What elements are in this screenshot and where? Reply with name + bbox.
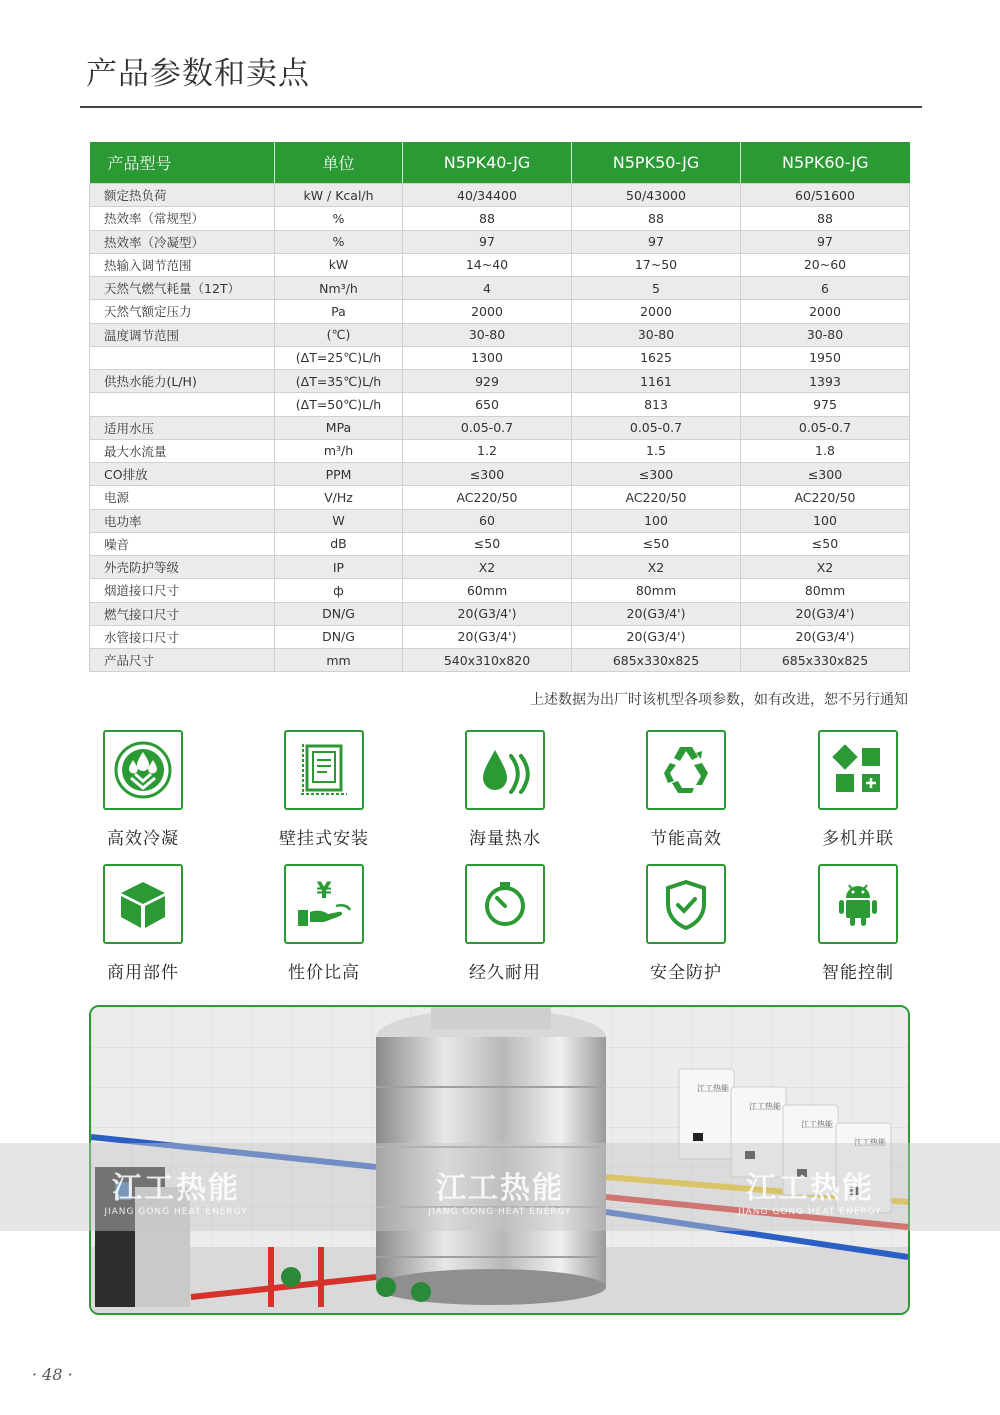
row-value: 20(G3/4') bbox=[403, 602, 572, 625]
blocks-icon bbox=[830, 742, 886, 798]
feature-label: 安全防护 bbox=[650, 963, 722, 983]
timer-icon bbox=[477, 876, 533, 932]
row-value: 97 bbox=[403, 230, 572, 253]
row-value: 2000 bbox=[403, 300, 572, 323]
row-label: 电源 bbox=[90, 486, 275, 509]
row-unit: (ΔT=25℃)L/h bbox=[275, 346, 403, 369]
row-value: X2 bbox=[741, 556, 910, 579]
table-row bbox=[90, 323, 910, 346]
table-row bbox=[90, 184, 910, 207]
row-unit: Nm³/h bbox=[275, 277, 403, 300]
feature-label: 多机并联 bbox=[822, 829, 894, 849]
row-label: 产品尺寸 bbox=[90, 649, 275, 672]
feature-label: 海量热水 bbox=[469, 829, 541, 849]
row-label: 适用水压 bbox=[90, 416, 275, 439]
row-value: 100 bbox=[572, 509, 741, 532]
row-unit: PPM bbox=[275, 463, 403, 486]
feature-wall-mount bbox=[264, 730, 384, 849]
heater-label: 江工热能 bbox=[801, 1120, 833, 1129]
watermark-logo: 江工热能 JIANG GONG HEAT ENERGY bbox=[428, 1171, 572, 1217]
row-value: 685x330x825 bbox=[572, 649, 741, 672]
table-row bbox=[90, 207, 910, 230]
header-model-3: N5PK60-JG bbox=[741, 142, 910, 184]
watermark-logo: 江工热能 JIANG GONG HEAT ENERGY bbox=[738, 1171, 882, 1217]
row-value: 20~60 bbox=[741, 253, 910, 276]
row-label: 热效率（冷凝型） bbox=[90, 230, 275, 253]
row-value: 0.05-0.7 bbox=[403, 416, 572, 439]
row-value: 50/43000 bbox=[572, 184, 741, 207]
feature-label: 性价比高 bbox=[288, 963, 360, 983]
row-value: AC220/50 bbox=[403, 486, 572, 509]
row-label: 天然气额定压力 bbox=[90, 300, 275, 323]
row-value: 30-80 bbox=[572, 323, 741, 346]
row-value: 685x330x825 bbox=[741, 649, 910, 672]
row-value: 1300 bbox=[403, 346, 572, 369]
feature-hot-water bbox=[445, 730, 565, 849]
water-drops-icon bbox=[475, 742, 535, 798]
row-label: 电功率 bbox=[90, 509, 275, 532]
row-value: AC220/50 bbox=[572, 486, 741, 509]
row-value: 813 bbox=[572, 393, 741, 416]
row-value: ≤50 bbox=[403, 532, 572, 555]
table-row bbox=[90, 439, 910, 462]
row-unit: IP bbox=[275, 556, 403, 579]
heater-label: 江工热能 bbox=[854, 1138, 886, 1147]
row-unit: kW / Kcal/h bbox=[275, 184, 403, 207]
row-label bbox=[90, 346, 275, 369]
row-value: 80mm bbox=[572, 579, 741, 602]
row-value: 88 bbox=[403, 207, 572, 230]
header-model-2: N5PK50-JG bbox=[572, 142, 741, 184]
row-value: 1950 bbox=[741, 346, 910, 369]
table-row bbox=[90, 486, 910, 509]
wall-mount-icon bbox=[297, 740, 351, 800]
row-value: 17~50 bbox=[572, 253, 741, 276]
row-label: 热效率（常规型） bbox=[90, 207, 275, 230]
row-value: 97 bbox=[741, 230, 910, 253]
row-value: 30-80 bbox=[403, 323, 572, 346]
footnote: 上述数据为出厂时该机型各项参数，如有改进，恕不另行通知 bbox=[530, 692, 908, 708]
row-label bbox=[90, 393, 275, 416]
row-value: X2 bbox=[403, 556, 572, 579]
feature-value bbox=[264, 864, 384, 983]
table-row bbox=[90, 602, 910, 625]
title-divider bbox=[80, 106, 922, 108]
row-value: 0.05-0.7 bbox=[741, 416, 910, 439]
feature-label: 智能控制 bbox=[822, 963, 894, 983]
row-value: 5 bbox=[572, 277, 741, 300]
row-value: 1.8 bbox=[741, 439, 910, 462]
table-row bbox=[90, 625, 910, 648]
row-value: 14~40 bbox=[403, 253, 572, 276]
row-value: 88 bbox=[572, 207, 741, 230]
table-row bbox=[90, 370, 910, 393]
table-row bbox=[90, 509, 910, 532]
feature-energy-saving bbox=[626, 730, 746, 849]
spec-table bbox=[89, 142, 910, 672]
row-unit: mm bbox=[275, 649, 403, 672]
row-value: 4 bbox=[403, 277, 572, 300]
feature-label: 商用部件 bbox=[107, 963, 179, 983]
table-row bbox=[90, 463, 910, 486]
row-value: X2 bbox=[572, 556, 741, 579]
row-value: 20(G3/4') bbox=[741, 625, 910, 648]
row-value: AC220/50 bbox=[741, 486, 910, 509]
row-value: 20(G3/4') bbox=[572, 602, 741, 625]
heater-label: 江工热能 bbox=[749, 1102, 781, 1111]
feature-condensing bbox=[83, 730, 203, 849]
page-number: · 48 · bbox=[32, 1365, 73, 1384]
row-unit: % bbox=[275, 230, 403, 253]
row-label: 温度调节范围 bbox=[90, 323, 275, 346]
row-label: 外壳防护等级 bbox=[90, 556, 275, 579]
shield-icon bbox=[658, 876, 714, 932]
row-value: 2000 bbox=[741, 300, 910, 323]
row-label: 供热水能力(L/H) bbox=[90, 370, 275, 393]
svg-text:¥: ¥ bbox=[316, 879, 332, 904]
row-value: 1.5 bbox=[572, 439, 741, 462]
row-value: 60mm bbox=[403, 579, 572, 602]
row-label: 烟道接口尺寸 bbox=[90, 579, 275, 602]
feature-label: 经久耐用 bbox=[469, 963, 541, 983]
row-value: 929 bbox=[403, 370, 572, 393]
table-row bbox=[90, 346, 910, 369]
row-value: 60/51600 bbox=[741, 184, 910, 207]
feature-label: 壁挂式安装 bbox=[279, 829, 369, 849]
feature-parallel bbox=[798, 730, 918, 849]
heater-label: 江工热能 bbox=[697, 1084, 729, 1093]
row-value: 1.2 bbox=[403, 439, 572, 462]
row-value: 650 bbox=[403, 393, 572, 416]
row-value: 2000 bbox=[572, 300, 741, 323]
row-value: 20(G3/4') bbox=[403, 625, 572, 648]
feature-durable bbox=[445, 864, 565, 983]
row-label: 热输入调节范围 bbox=[90, 253, 275, 276]
row-value: ≤300 bbox=[741, 463, 910, 486]
row-value: 1393 bbox=[741, 370, 910, 393]
row-value: 80mm bbox=[741, 579, 910, 602]
table-row bbox=[90, 230, 910, 253]
table-row bbox=[90, 579, 910, 602]
row-unit: ф bbox=[275, 579, 403, 602]
row-value: 540x310x820 bbox=[403, 649, 572, 672]
table-row bbox=[90, 253, 910, 276]
row-label: 噪音 bbox=[90, 532, 275, 555]
recycle-icon bbox=[656, 741, 716, 799]
table-row bbox=[90, 556, 910, 579]
android-icon bbox=[830, 876, 886, 932]
feature-smart-control bbox=[798, 864, 918, 983]
row-label: 天然气燃气耗量（12T） bbox=[90, 277, 275, 300]
condensing-icon bbox=[113, 740, 173, 800]
row-value: ≤300 bbox=[403, 463, 572, 486]
row-label: 最大水流量 bbox=[90, 439, 275, 462]
row-value: 60 bbox=[403, 509, 572, 532]
row-unit: m³/h bbox=[275, 439, 403, 462]
row-value: 0.05-0.7 bbox=[572, 416, 741, 439]
row-unit: (ΔT=35℃)L/h bbox=[275, 370, 403, 393]
row-value: 100 bbox=[741, 509, 910, 532]
watermark-logo: 江工热能 JIANG GONG HEAT ENERGY bbox=[104, 1171, 248, 1217]
row-value: 30-80 bbox=[741, 323, 910, 346]
row-value: 20(G3/4') bbox=[741, 602, 910, 625]
row-value: 40/34400 bbox=[403, 184, 572, 207]
row-value: 97 bbox=[572, 230, 741, 253]
row-label: 水管接口尺寸 bbox=[90, 625, 275, 648]
row-label: 额定热负荷 bbox=[90, 184, 275, 207]
row-value: 1161 bbox=[572, 370, 741, 393]
row-unit: V/Hz bbox=[275, 486, 403, 509]
feature-safety bbox=[626, 864, 746, 983]
money-hand-icon bbox=[294, 876, 354, 932]
row-unit: % bbox=[275, 207, 403, 230]
table-row bbox=[90, 277, 910, 300]
row-value: 6 bbox=[741, 277, 910, 300]
feature-commercial bbox=[83, 864, 203, 983]
table-header-row bbox=[90, 142, 910, 184]
table-row bbox=[90, 416, 910, 439]
feature-label: 节能高效 bbox=[650, 829, 722, 849]
row-value: 20(G3/4') bbox=[572, 625, 741, 648]
table-row bbox=[90, 532, 910, 555]
row-value: ≤300 bbox=[572, 463, 741, 486]
row-unit: DN/G bbox=[275, 625, 403, 648]
table-row bbox=[90, 300, 910, 323]
row-unit: DN/G bbox=[275, 602, 403, 625]
header-unit: 单位 bbox=[275, 142, 403, 184]
row-unit: W bbox=[275, 509, 403, 532]
row-unit: Pa bbox=[275, 300, 403, 323]
row-value: 88 bbox=[741, 207, 910, 230]
row-value: 1625 bbox=[572, 346, 741, 369]
row-value: ≤50 bbox=[741, 532, 910, 555]
table-row bbox=[90, 649, 910, 672]
feature-label: 高效冷凝 bbox=[107, 829, 179, 849]
row-unit: (ΔT=50℃)L/h bbox=[275, 393, 403, 416]
row-value: 975 bbox=[741, 393, 910, 416]
row-label: 燃气接口尺寸 bbox=[90, 602, 275, 625]
row-unit: MPa bbox=[275, 416, 403, 439]
header-model-1: N5PK40-JG bbox=[403, 142, 572, 184]
row-unit: kW bbox=[275, 253, 403, 276]
row-unit: dB bbox=[275, 532, 403, 555]
page-title: 产品参数和卖点 bbox=[86, 56, 310, 92]
row-unit: (℃) bbox=[275, 323, 403, 346]
header-model: 产品型号 bbox=[90, 142, 275, 184]
row-value: ≤50 bbox=[572, 532, 741, 555]
table-row bbox=[90, 393, 910, 416]
row-label: CO排放 bbox=[90, 463, 275, 486]
cube-icon bbox=[115, 876, 171, 932]
